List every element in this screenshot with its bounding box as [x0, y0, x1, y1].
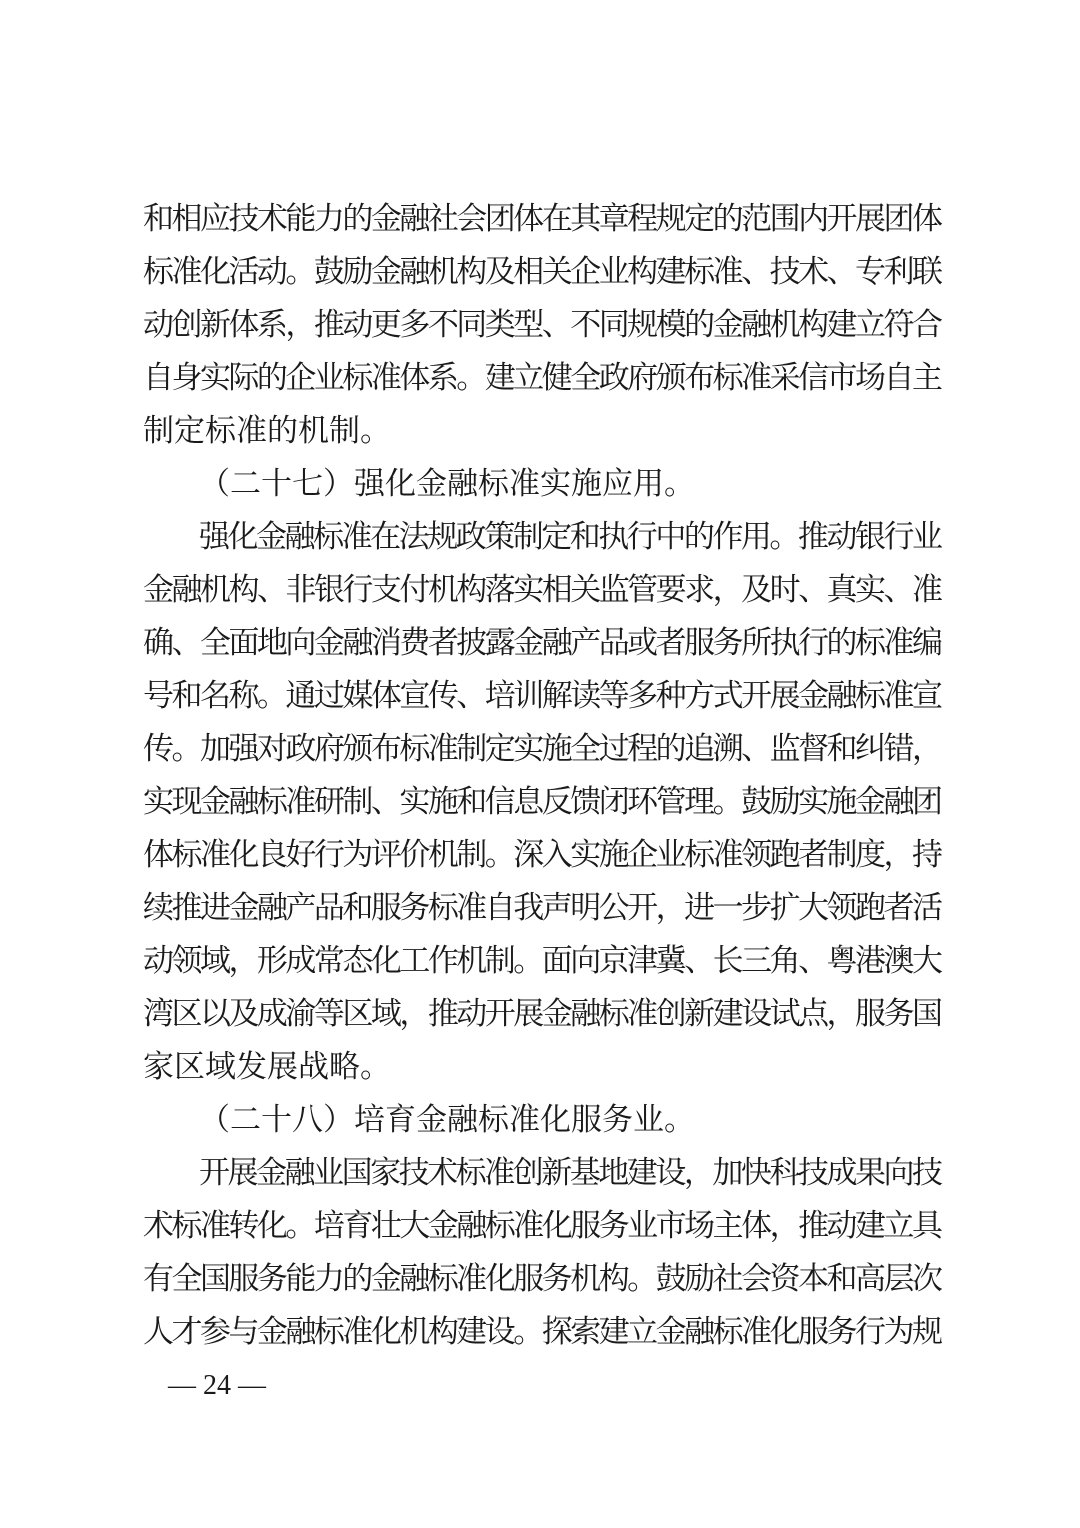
text-line-2: 标准化活动。鼓励金融机构及相关企业构建标准、技术、专利联: [143, 254, 941, 290]
text-line-16: 湾区以及成渝等区域，推动开展金融标准创新建设试点，服务国: [143, 996, 941, 1032]
section-heading-27: （二十七）强化金融标准实施应用。: [199, 466, 695, 502]
section-heading-28: （二十八）培育金融标准化服务业。: [199, 1102, 695, 1138]
text-line-10: 号和名称。通过媒体宣传、培训解读等多种方式开展金融标准宣: [143, 678, 941, 714]
page-number: — 24 —: [168, 1370, 266, 1401]
text-line-19: 开展金融业国家技术标准创新基地建设，加快科技成果向技: [199, 1155, 941, 1191]
text-line-15: 动领域，形成常态化工作机制。面向京津冀、长三角、粤港澳大: [143, 943, 941, 979]
text-line-4: 自身实际的企业标准体系。建立健全政府颁布标准采信市场自主: [143, 360, 941, 396]
text-line-7: 强化金融标准在法规政策制定和执行中的作用。推动银行业: [199, 519, 941, 555]
text-line-13: 体标准化良好行为评价机制。深入实施企业标准领跑者制度，持: [143, 837, 941, 873]
text-line-12: 实现金融标准研制、实施和信息反馈闭环管理。鼓励实施金融团: [143, 784, 941, 820]
text-line-9: 确、全面地向金融消费者披露金融产品或者服务所执行的标准编: [143, 625, 941, 661]
text-line-20: 术标准转化。培育壮大金融标准化服务业市场主体，推动建立具: [143, 1208, 941, 1244]
text-line-5: 制定标准的机制。: [143, 413, 391, 449]
text-line-17: 家区域发展战略。: [143, 1049, 391, 1085]
text-line-21: 有全国服务能力的金融标准化服务机构。鼓励社会资本和高层次: [143, 1261, 941, 1297]
text-line-11: 传。加强对政府颁布标准制定实施全过程的追溯、监督和纠错，: [143, 731, 941, 767]
text-line-1: 和相应技术能力的金融社会团体在其章程规定的范围内开展团体: [143, 201, 941, 237]
text-line-14: 续推进金融产品和服务标准自我声明公开，进一步扩大领跑者活: [143, 890, 941, 926]
text-line-8: 金融机构、非银行支付机构落实相关监管要求，及时、真实、准: [143, 572, 941, 608]
text-line-22: 人才参与金融标准化机构建设。探索建立金融标准化服务行为规: [143, 1314, 941, 1350]
text-line-3: 动创新体系，推动更多不同类型、不同规模的金融机构建立符合: [143, 307, 941, 343]
